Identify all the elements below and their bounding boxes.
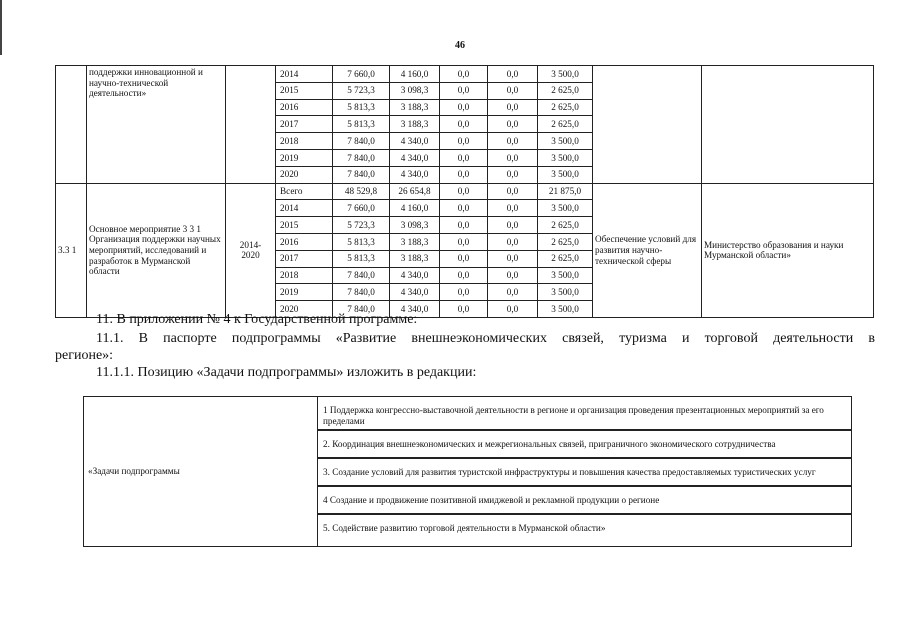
executor-cell: Министерство образования и науки Мурманской области»: [702, 183, 874, 317]
amount-federal: 0,0: [440, 217, 488, 234]
amount-other: 2 625,0: [538, 233, 593, 250]
amount-other: 3 500,0: [538, 66, 593, 83]
amount-regional: 3 188,3: [390, 250, 440, 267]
amount-local: 0,0: [488, 133, 538, 150]
task-item: 1 Поддержка конгрессно-выставочной деятельности в регионе и организация проведения презентационных мероприятий за его пределами: [318, 402, 851, 430]
amount-total: 7 840,0: [333, 284, 390, 301]
table-row: [56, 66, 874, 83]
amount-other: 21 875,0: [538, 183, 593, 200]
amount-federal: 0,0: [440, 183, 488, 200]
amount-local: 0,0: [488, 250, 538, 267]
year-cell: 2020: [276, 301, 333, 318]
amount-federal: 0,0: [440, 250, 488, 267]
amount-regional: 3 188,3: [390, 116, 440, 133]
amount-other: 3 500,0: [538, 133, 593, 150]
amount-regional: 4 340,0: [390, 284, 440, 301]
year-cell: 2015: [276, 82, 333, 99]
paragraph-11-1: 11.1. В паспорте подпрограммы «Развитие внешнеэкономических связей, туризма и торговой деятельности в: [96, 331, 875, 346]
amount-federal: 0,0: [440, 166, 488, 183]
amount-local: 0,0: [488, 82, 538, 99]
measure-description: поддержки инновационной и научно-технической деятельности»: [87, 66, 226, 184]
amount-regional: 4 160,0: [390, 66, 440, 83]
amount-total: 5 813,3: [333, 250, 390, 267]
year-cell: 2019: [276, 149, 333, 166]
paragraph-11-1-continued: регионе»:: [55, 348, 114, 363]
tasks-list-cell: [318, 397, 852, 547]
amount-regional: 4 340,0: [390, 166, 440, 183]
year-cell: 2018: [276, 133, 333, 150]
amount-local: 0,0: [488, 217, 538, 234]
amount-local: 0,0: [488, 99, 538, 116]
row-number: 3.3 1: [56, 183, 87, 317]
amount-total: 5 813,3: [333, 116, 390, 133]
amount-total: 48 529,8: [333, 183, 390, 200]
amount-federal: 0,0: [440, 116, 488, 133]
amount-regional: 4 340,0: [390, 301, 440, 318]
year-cell: 2018: [276, 267, 333, 284]
amount-other: 2 625,0: [538, 116, 593, 133]
amount-total: 7 840,0: [333, 149, 390, 166]
amount-local: 0,0: [488, 284, 538, 301]
year-cell: 2014: [276, 66, 333, 83]
period-end: 2020: [241, 250, 260, 261]
amount-regional: 26 654,8: [390, 183, 440, 200]
period-cell: [226, 183, 276, 317]
amount-federal: 0,0: [440, 66, 488, 83]
amount-regional: 3 188,3: [390, 233, 440, 250]
year-cell: 2016: [276, 233, 333, 250]
amount-other: 2 625,0: [538, 99, 593, 116]
amount-total: 7 660,0: [333, 66, 390, 83]
period-cell: [226, 66, 276, 184]
amount-federal: 0,0: [440, 133, 488, 150]
amount-other: 2 625,0: [538, 82, 593, 99]
amount-total: 7 840,0: [333, 301, 390, 318]
amount-other: 3 500,0: [538, 166, 593, 183]
amount-federal: 0,0: [440, 233, 488, 250]
amount-total: 5 723,3: [333, 82, 390, 99]
amount-federal: 0,0: [440, 200, 488, 217]
amount-regional: 4 160,0: [390, 200, 440, 217]
amount-other: 3 500,0: [538, 149, 593, 166]
amount-total: 7 840,0: [333, 166, 390, 183]
amount-total: 5 813,3: [333, 233, 390, 250]
amount-regional: 3 188,3: [390, 99, 440, 116]
amount-federal: 0,0: [440, 149, 488, 166]
tasks-list: [318, 402, 851, 541]
amount-local: 0,0: [488, 66, 538, 83]
year-cell: 2015: [276, 217, 333, 234]
amount-other: 3 500,0: [538, 301, 593, 318]
table-row: [56, 183, 874, 200]
paragraph-11-1-1: 11.1.1. Позицию «Задачи подпрограммы» изложить в редакции:: [96, 365, 477, 380]
result-cell: [593, 66, 702, 184]
amount-local: 0,0: [488, 116, 538, 133]
period-start: 2014-: [239, 239, 262, 250]
amount-other: 2 625,0: [538, 217, 593, 234]
task-item: 4 Создание и продвижение позитивной имиджевой и рекламной продукции о регионе: [318, 486, 851, 514]
amount-total: 5 813,3: [333, 99, 390, 116]
amount-other: 2 625,0: [538, 250, 593, 267]
amount-total: 7 840,0: [333, 267, 390, 284]
amount-federal: 0,0: [440, 284, 488, 301]
year-cell: 2017: [276, 250, 333, 267]
task-item: 3. Создание условий для развития туристской инфраструктуры и повышения качества предоставляемых туристических услуг: [318, 458, 851, 486]
amount-local: 0,0: [488, 166, 538, 183]
measure-description: Основное мероприятие 3 3 1 Организация поддержки научных мероприятий, исследований и разработок в Мурманской области: [87, 183, 226, 317]
amount-federal: 0,0: [440, 99, 488, 116]
page-number: 46: [455, 40, 465, 51]
amount-total: 7 660,0: [333, 200, 390, 217]
page-edge-mark: [0, 0, 2, 55]
amount-regional: 3 098,3: [390, 217, 440, 234]
amount-regional: 4 340,0: [390, 133, 440, 150]
amount-local: 0,0: [488, 267, 538, 284]
amount-local: 0,0: [488, 149, 538, 166]
amount-federal: 0,0: [440, 267, 488, 284]
year-cell: Всего: [276, 183, 333, 200]
task-item: 5. Содействие развитию торговой деятельности в Мурманской области»: [318, 514, 851, 541]
paragraph-11: 11. В приложении № 4 к Государственной программе:: [96, 312, 418, 327]
amount-regional: 3 098,3: [390, 82, 440, 99]
amount-total: 7 840,0: [333, 133, 390, 150]
row-number-cell: [56, 66, 87, 184]
funding-table: [55, 65, 874, 318]
amount-federal: 0,0: [440, 82, 488, 99]
amount-other: 3 500,0: [538, 267, 593, 284]
amount-local: 0,0: [488, 233, 538, 250]
amount-other: 3 500,0: [538, 200, 593, 217]
amount-regional: 4 340,0: [390, 149, 440, 166]
amount-local: 0,0: [488, 301, 538, 318]
amount-local: 0,0: [488, 200, 538, 217]
tasks-label: «Задачи подпрограммы: [84, 397, 318, 547]
result-cell: Обеспечение условий для развития научно-технической сферы: [593, 183, 702, 317]
amount-other: 3 500,0: [538, 284, 593, 301]
year-cell: 2016: [276, 99, 333, 116]
year-cell: 2019: [276, 284, 333, 301]
amount-federal: 0,0: [440, 301, 488, 318]
amount-local: 0,0: [488, 183, 538, 200]
year-cell: 2020: [276, 166, 333, 183]
amount-total: 5 723,3: [333, 217, 390, 234]
executor-cell: [702, 66, 874, 184]
amount-regional: 4 340,0: [390, 267, 440, 284]
task-item: 2. Координация внешнеэкономических и межрегиональных связей, приграничного экономического сотрудничества: [318, 430, 851, 458]
year-cell: 2017: [276, 116, 333, 133]
tasks-table: [83, 396, 852, 547]
year-cell: 2014: [276, 200, 333, 217]
